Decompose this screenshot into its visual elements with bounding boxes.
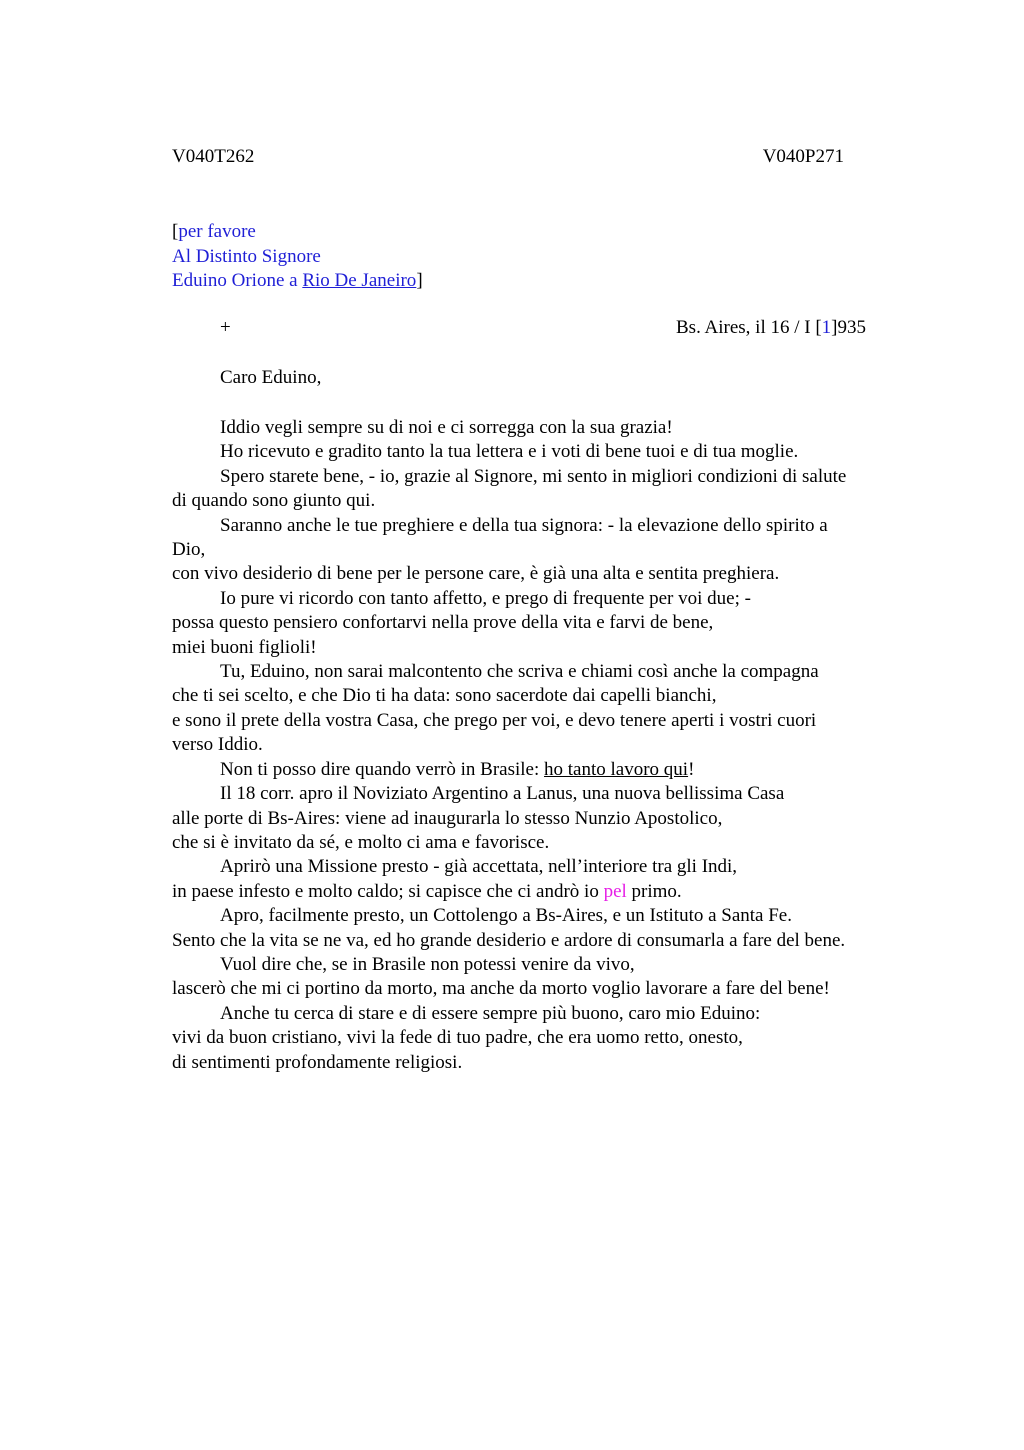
body-line: alle porte di Bs-Aires: viene ad inaugurarla lo stesso Nunzio Apostolico, — [172, 807, 723, 829]
body-line: Aprirò una Missione presto - già accettata, nell’interiore tra gli Indi, — [220, 856, 738, 878]
body-line-text: ! — [688, 758, 695, 780]
dateline — [172, 317, 866, 341]
close-bracket: ] — [416, 270, 423, 291]
address-line-2: Al Distinto Signore — [172, 245, 321, 267]
body-line — [172, 758, 912, 782]
body-line: che ti sei scelto, e che Dio ti ha data: sono sacerdote dai capelli bianchi, — [172, 685, 717, 707]
body-line — [172, 880, 912, 904]
place-and-date — [676, 317, 866, 339]
body-line: lascerò che mi ci portino da morto, ma anche da morto voglio lavorare a fare del bene! — [172, 978, 830, 1000]
body-line-text: in paese infesto e molto caldo; si capisce che ci andrò io — [172, 880, 604, 902]
body-line: Vuol dire che, se in Brasile non potessi venire da vivo, — [220, 953, 635, 975]
body-line: miei buoni figlioli! — [172, 636, 317, 658]
place-date-prefix: Bs. Aires, il 16 / I [ — [676, 317, 822, 338]
document-codes — [172, 146, 844, 170]
body-line: che si è invitato da sé, e molto ci ama e favorisce. — [172, 831, 550, 853]
editorial-year-digit: 1 — [821, 317, 832, 338]
address-per-favore: per favore — [178, 221, 256, 242]
body-line: Iddio vegli sempre su di noi e ci sorregga con la sua grazia! — [220, 417, 673, 438]
body-line-text: Non ti posso dire quando verrò in Brasile: — [220, 758, 545, 780]
body-line: di quando sono giunto qui. — [172, 490, 376, 512]
highlighted-word: pel — [603, 880, 627, 902]
body-line: Dio, — [172, 539, 206, 561]
address-line-1 — [172, 220, 423, 245]
body-line: Apro, facilmente presto, un Cottolengo a Bs-Aires, e un Istituto a Santa Fe. — [220, 905, 792, 927]
body-line: Ho ricevuto e gradito tanto la tua lettera e i voti di bene tuoi e di tua moglie. — [220, 441, 799, 463]
body-line: Tu, Eduino, non sarai malcontento che scriva e chiami così anche la compagna — [220, 661, 819, 683]
body-line: vivi da buon cristiano, vivi la fede di tuo padre, che era uomo retto, onesto, — [172, 1027, 743, 1049]
body-line: verso Iddio. — [172, 734, 263, 756]
body-line: Sento che la vita se ne va, ed ho grande desiderio e ardore di consumarla a fare del bene. — [172, 929, 846, 951]
left-document-code: V040T262 — [172, 146, 255, 167]
place-date-suffix: ]935 — [831, 317, 866, 338]
body-line: possa questo pensiero confortarvi nella prove della vita e farvi de bene, — [172, 612, 714, 634]
body-line: Anche tu cerca di stare e di essere sempre più buono, caro mio Eduino: — [220, 1002, 761, 1024]
right-document-code: V040P271 — [762, 146, 844, 167]
body-line-text: primo. — [626, 880, 682, 902]
body-line: Io pure vi ricordo con tanto affetto, e prego di frequente per voi due; - — [220, 587, 751, 609]
letter-body — [172, 416, 912, 1075]
salutation: Caro Eduino, — [220, 367, 322, 388]
body-line: Il 18 corr. apro il Noviziato Argentino a Lanus, una nuova bellissima Casa — [220, 783, 785, 805]
address-line-3 — [172, 269, 423, 294]
body-line: con vivo desiderio di bene per le persone care, è già una alta e sentita preghiera. — [172, 563, 780, 585]
body-line: e sono il prete della vostra Casa, che prego per voi, e devo tenere aperti i vostri cuori — [172, 709, 817, 731]
address-city-link[interactable]: Rio De Janeiro — [302, 270, 417, 291]
underlined-phrase: ho tanto lavoro qui — [544, 758, 689, 780]
body-line: Spero starete bene, - io, grazie al Signore, mi sento in migliori condizioni di salute — [220, 465, 847, 487]
body-line: Saranno anche le tue preghiere e della tua signora: - la elevazione dello spirito a — [220, 514, 828, 536]
cross-symbol: + — [220, 317, 231, 338]
open-bracket: [ — [172, 221, 179, 242]
address-recipient: Eduino Orione a — [172, 270, 303, 291]
body-line: di sentimenti profondamente religiosi. — [172, 1051, 463, 1073]
address-block — [172, 220, 423, 294]
